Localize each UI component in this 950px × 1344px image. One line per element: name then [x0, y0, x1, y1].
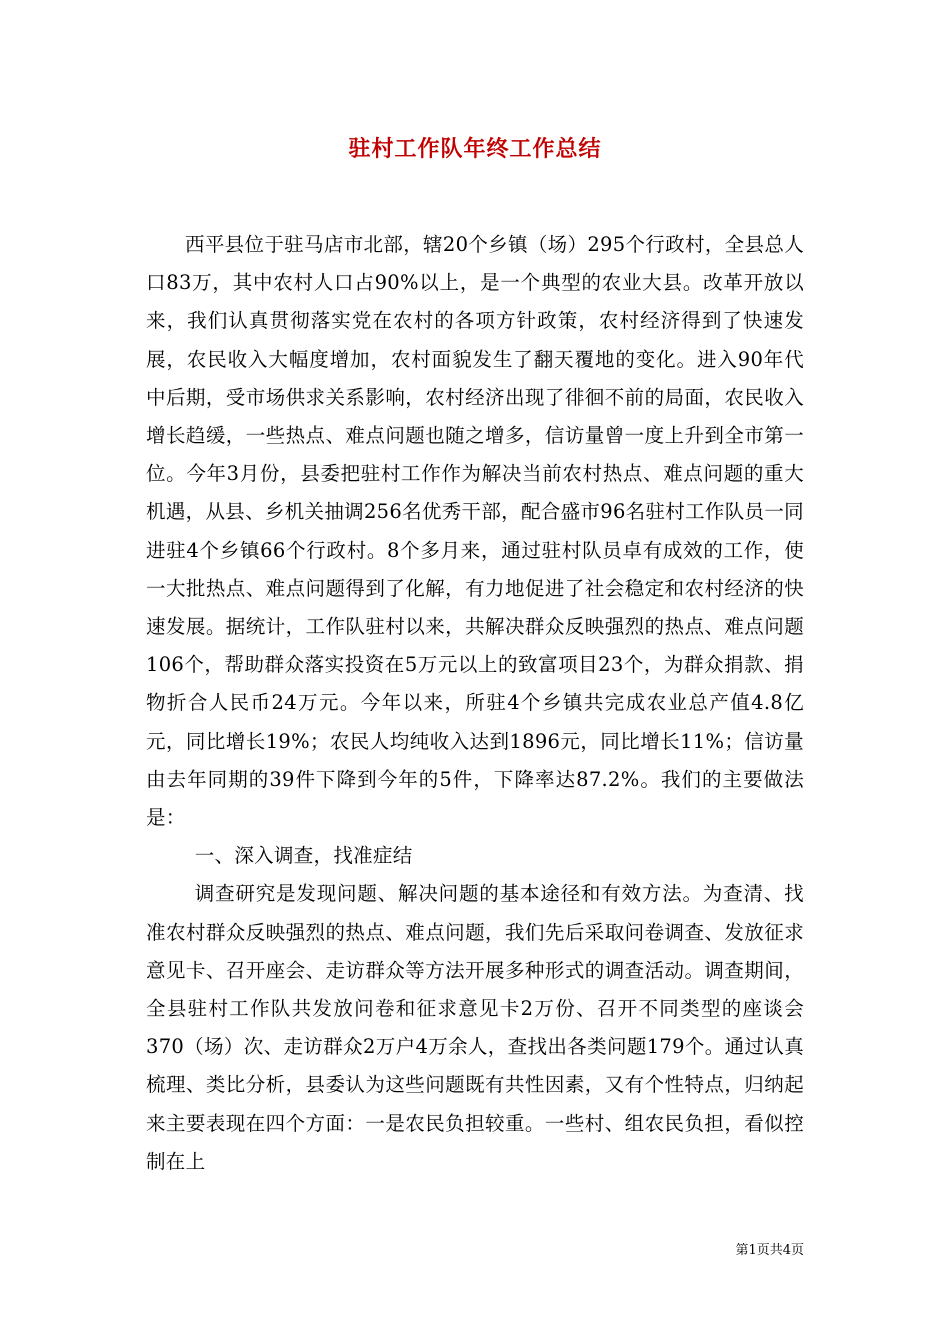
document-title: 驻村工作队年终工作总结 [348, 136, 602, 162]
page-number: 第1页共4页 [735, 1243, 804, 1258]
section-paragraph: 调查研究是发现问题、解决问题的基本途径和有效方法。为查清、找准农村群众反映强烈的热点、难点问题，我们先后采取问卷调查、发放征求意见卡、召开座会、走访群众等方法开展多种形式的调查活动。调查期间，全县驻村工作队共发放问卷和征求意见卡2万份、召开不同类型的座谈会370（场）次、走访群众2万户4万余人，查找出各类问题179个。通过认真梳理、类比分析，县委认为这些问题既有共性因素，又有个性特点，归纳起来主要表现在四个方面：一是农民负担较重。一些村、组农民负担，看似控制在上 [146, 882, 804, 1173]
intro-paragraph: 西平县位于驻马店市北部，辖20个乡镇（场）295个行政村，全县总人口83万，其中农村人口占90%以上，是一个典型的农业大县。改革开放以来，我们认真贯彻落实党在农村的各项方针政策，农村经济得到了快速发展，农民收入大幅度增加，农村面貌发生了翻天覆地的变化。进入90年代中后期，受市场供求关系影响，农村经济出现了徘徊不前的局面，农民收入增长趋缓，一些热点、难点问题也随之增多，信访量曾一度上升到全市第一位。今年3月份，县委把驻村工作作为解决当前农村热点、难点问题的重大机遇，从县、乡机关抽调256名优秀干部，配合盛市96名驻村工作队员一同进驻4个乡镇66个行政村。8个多月来，通过驻村队员卓有成效的工作，使一大批热点、难点问题得到了化解，有力地促进了社会稳定和农村经济的快速发展。据统计，工作队驻村以来，共解决群众反映强烈的热点、难点问题106个，帮助群众落实投资在5万元以上的致富项目23个，为群众捐款、捐物折合人民币24万元。今年以来，所驻4个乡镇共完成农业总产值4.8亿元，同比增长19%；农民人均纯收入达到1896元，同比增长11%；信访量由去年同期的39件下降到今年的5件，下降率达87.2%。我们的主要做法是： [146, 233, 804, 830]
document-body [146, 226, 804, 1181]
section-heading: 一、深入调查，找准症结 [194, 844, 413, 868]
